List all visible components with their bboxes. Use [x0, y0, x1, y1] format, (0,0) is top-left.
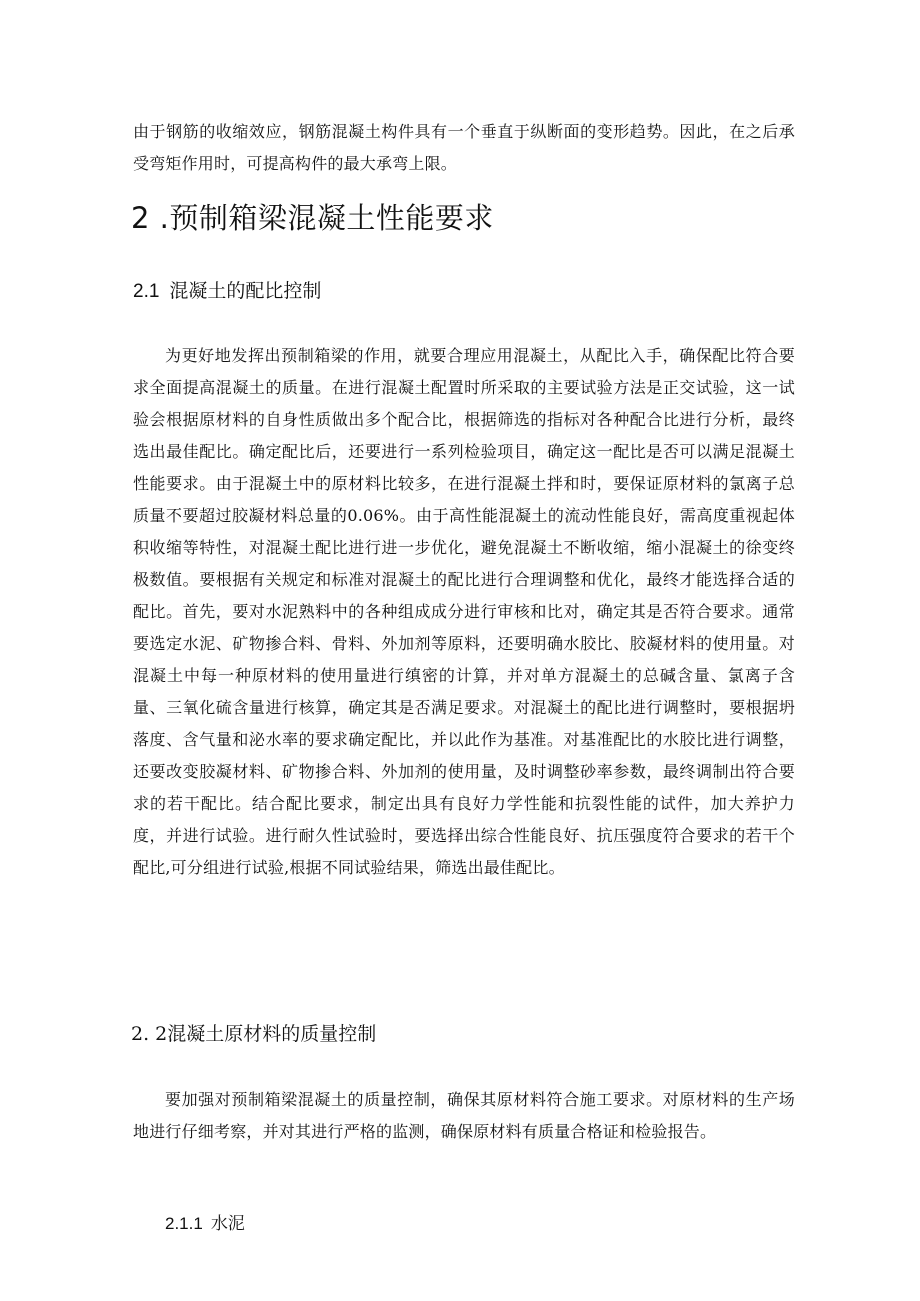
section-2-1-number: 2.1: [133, 281, 160, 302]
section-2-1-paragraph: 为更好地发挥出预制箱梁的作用，就要合理应用混凝土，从配比入手，确保配比符合要求全面提高混凝土的质量。在进行混凝土配置时所采取的主要试验方法是正交试验，这一试验会根据原材料的自身性质做出多个配合比，根据筛选的指标对各种配合比进行分析，最终选出最佳配比。确定配比后，还要进行一系列检验项目，确定这一配比是否可以满足混凝土性能要求。由于混凝土中的原材料比较多，在进行混凝土拌和时，要保证原材料的氯离子总质量不要超过胶凝材料总量的0.06%。由于高性能混凝土的流动性能良好，需高度重视起体积收缩等特性，对混凝土配比进行进一步优化，避免混凝土不断收缩，缩小混凝土的徐变终极数值。要根据有关规定和标准对混凝土的配比进行合理调整和优化，最终才能选择合适的配比。首先，要对水泥熟料中的各种组成成分进行审核和比对，确定其是否符合要求。通常要选定水泥、矿物掺合料、骨料、外加剂等原料，还要明确水胶比、胶凝材料的使用量。对混凝土中每一种原材料的使用量进行缜密的计算，并对单方混凝土的总碱含量、氯离子含量、三氧化硫含量进行核算，确定其是否满足要求。对混凝土的配比进行调整时，要根据坍落度、含气量和泌水率的要求确定配比，并以此作为基准。对基准配比的水胶比进行调整，还要改变胶凝材料、矿物掺合料、外加剂的使用量，及时调整砂率参数，最终调制出符合要求的若干配比。结合配比要求，制定出具有良好力学性能和抗裂性能的试件，加大养护力度，并进行试验。进行耐久性试验时，要选择出综合性能良好、抗压强度符合要求的若干个配比,可分组进行试验,根据不同试验结果，筛选出最佳配比。: [133, 346, 795, 877]
intro-paragraph: 由于钢筋的收缩效应，钢筋混凝土构件具有一个垂直于纵断面的变形趋势。因此，在之后承受弯矩作用时，可提高构件的最大承弯上限。: [133, 122, 795, 173]
section-2-2-paragraph: 要加强对预制箱梁混凝土的质量控制，确保其原材料符合施工要求。对原材料的生产场地进行仔细考察，并对其进行严格的监测，确保原材料有质量合格证和检验报告。: [133, 1090, 795, 1141]
section-2-1-1-title: 水泥: [210, 1214, 245, 1234]
section-2-1-title: 混凝土的配比控制: [169, 280, 322, 302]
section-2-1-heading: [133, 276, 321, 307]
section-2-1-1-number: 2.1.1: [165, 1214, 203, 1233]
section-2-2-heading: 2. 2混凝土原材料的质量控制: [131, 1023, 377, 1045]
section-2-heading: 2 .预制箱梁混凝土性能要求: [131, 201, 494, 235]
section-2-1-1-heading: [165, 1210, 245, 1238]
